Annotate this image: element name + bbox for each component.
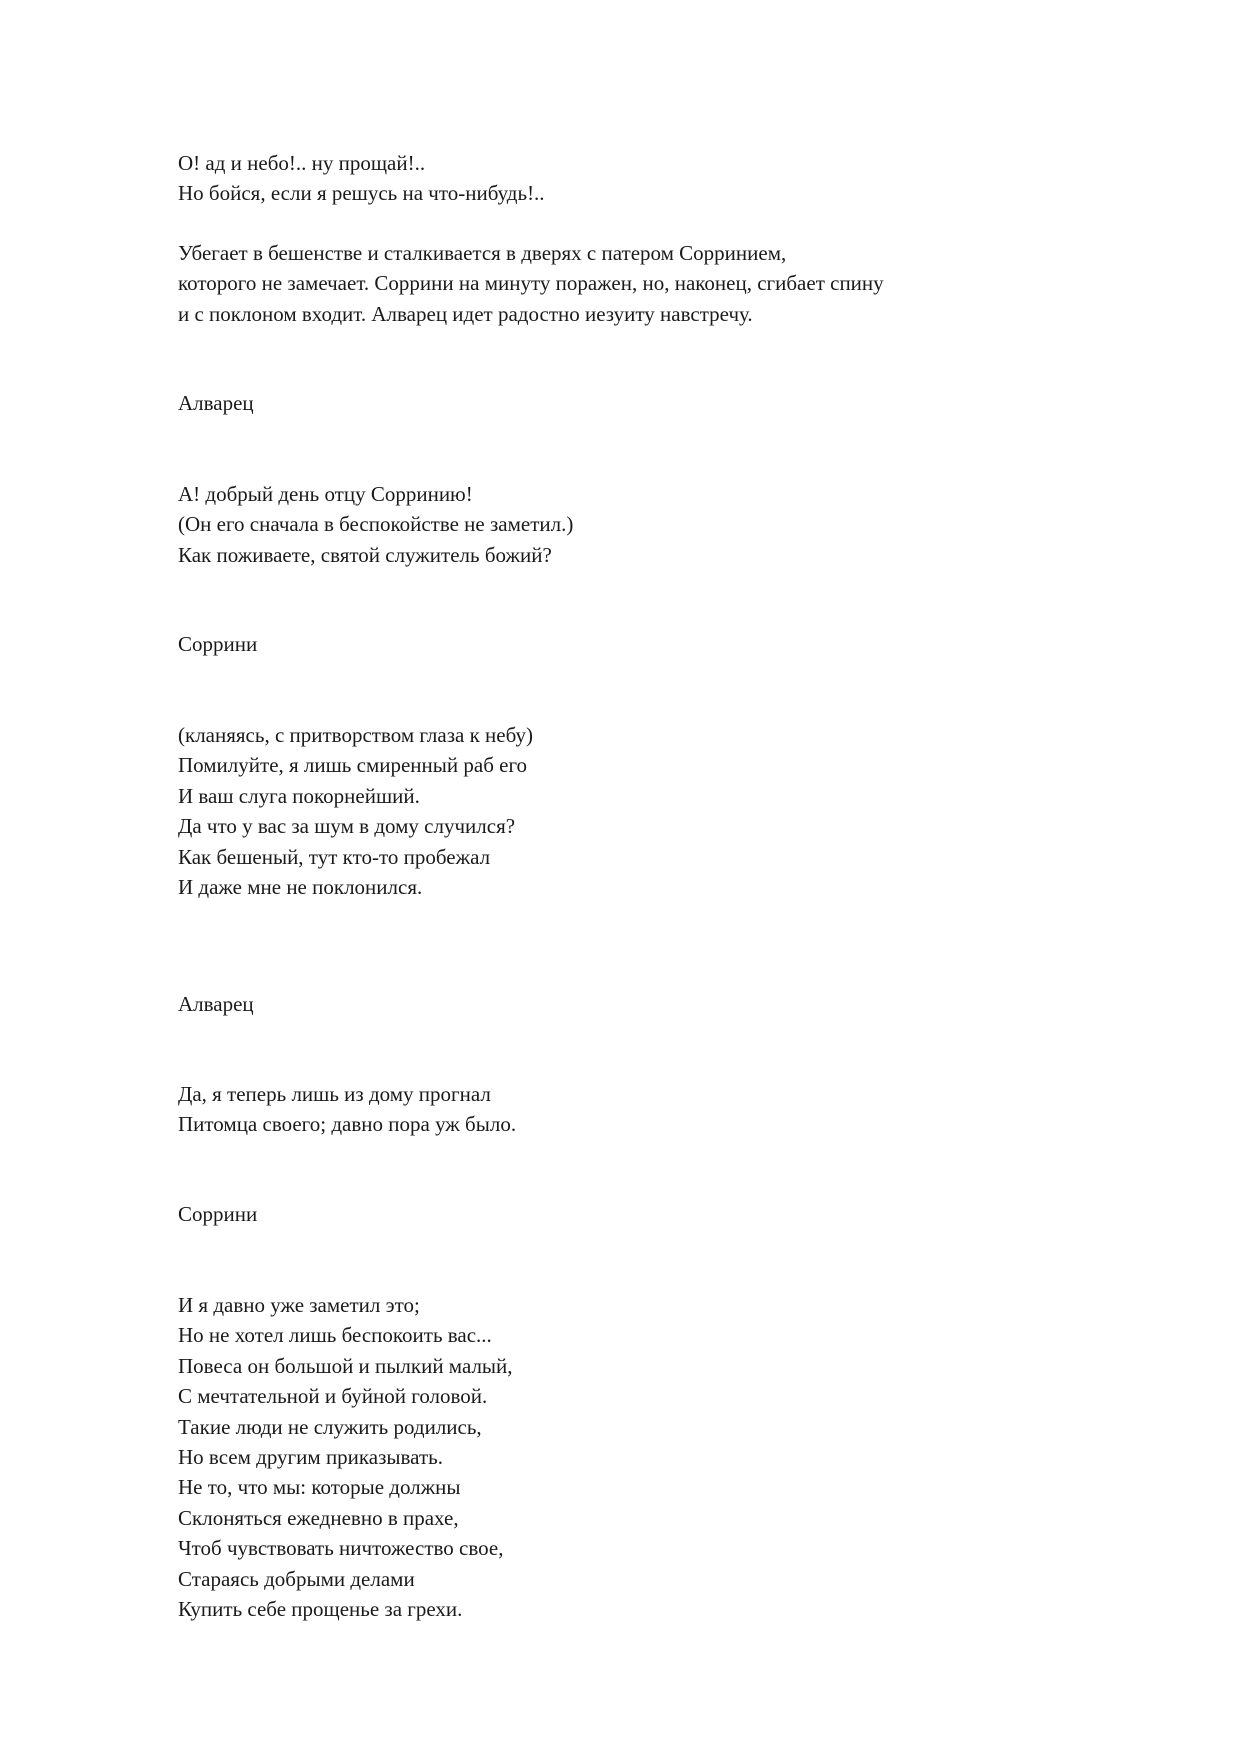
stage-direction-line: и с поклоном входит. Алварец идет радостно иезуиту навстречу. [178,301,753,326]
speech-3 [178,1079,516,1140]
speech-line: Но не хотел лишь беспокоить вас... [178,1323,492,1348]
speech-line: Такие люди не служить родились, [178,1414,482,1439]
speaker-name-2 [178,629,257,659]
speaker-name: Алварец [178,992,254,1016]
speech-line: Склоняться ежедневно в прахе, [178,1505,459,1530]
speech-line: Питомца своего; давно пора уж было. [178,1112,517,1137]
verse-intro [178,148,545,209]
speaker-name-3 [178,989,254,1019]
speaker-name: Соррини [178,1202,258,1226]
speaker-name-4 [178,1199,257,1229]
speech-line: Купить себе прощенье за грехи. [178,1596,463,1621]
speech-line: Помилуйте, я лишь смиренный раб его [178,753,528,778]
speech-line: Не то, что мы: которые должны [178,1475,461,1500]
speech-line: И я давно уже заметил это; [178,1293,420,1317]
speech-line: Да, я теперь лишь из дому прогнал [178,1082,491,1106]
speech-line: Но всем другим приказывать. [178,1444,443,1469]
speaker-name-1 [178,388,254,418]
speech-line: Повеса он большой и пылкий малый, [178,1353,513,1378]
speech-line: Чтоб чувствовать ничтожество свое, [178,1536,504,1561]
speech-line: Стараясь добрыми делами [178,1566,415,1591]
speaker-name: Алварец [178,391,254,415]
stage-direction [178,238,884,329]
stage-direction-line: которого не замечает. Соррини на минуту поражен, но, наконец, сгибает спину [178,271,884,296]
speech-line: А! добрый день отцу Сорринию! [178,482,473,506]
speech-line: Да что у вас за шум в дому случился? [178,814,516,839]
speech-line: Как поживаете, святой служитель божий? [178,542,552,567]
stage-direction-line: Убегает в бешенстве и сталкивается в дверях с патером Сорринием, [178,241,787,265]
speech-line: (Он его сначала в беспокойстве не заметил.) [178,512,574,537]
speech-2 [178,720,533,902]
speech-4 [178,1290,513,1624]
speech-line: И ваш слуга покорнейший. [178,783,420,808]
speech-1 [178,479,573,570]
verse-line: Но бойся, если я решусь на что-нибудь!.. [178,181,545,206]
speech-line: Как бешеный, тут кто-то пробежал [178,844,491,869]
speech-line: С мечтательной и буйной головой. [178,1384,488,1409]
speech-line: И даже мне не поклонился. [178,874,423,899]
verse-line: О! ад и небо!.. ну прощай!.. [178,151,426,175]
speaker-name: Соррини [178,632,258,656]
speech-line: (кланяясь, с притворством глаза к небу) [178,723,533,747]
